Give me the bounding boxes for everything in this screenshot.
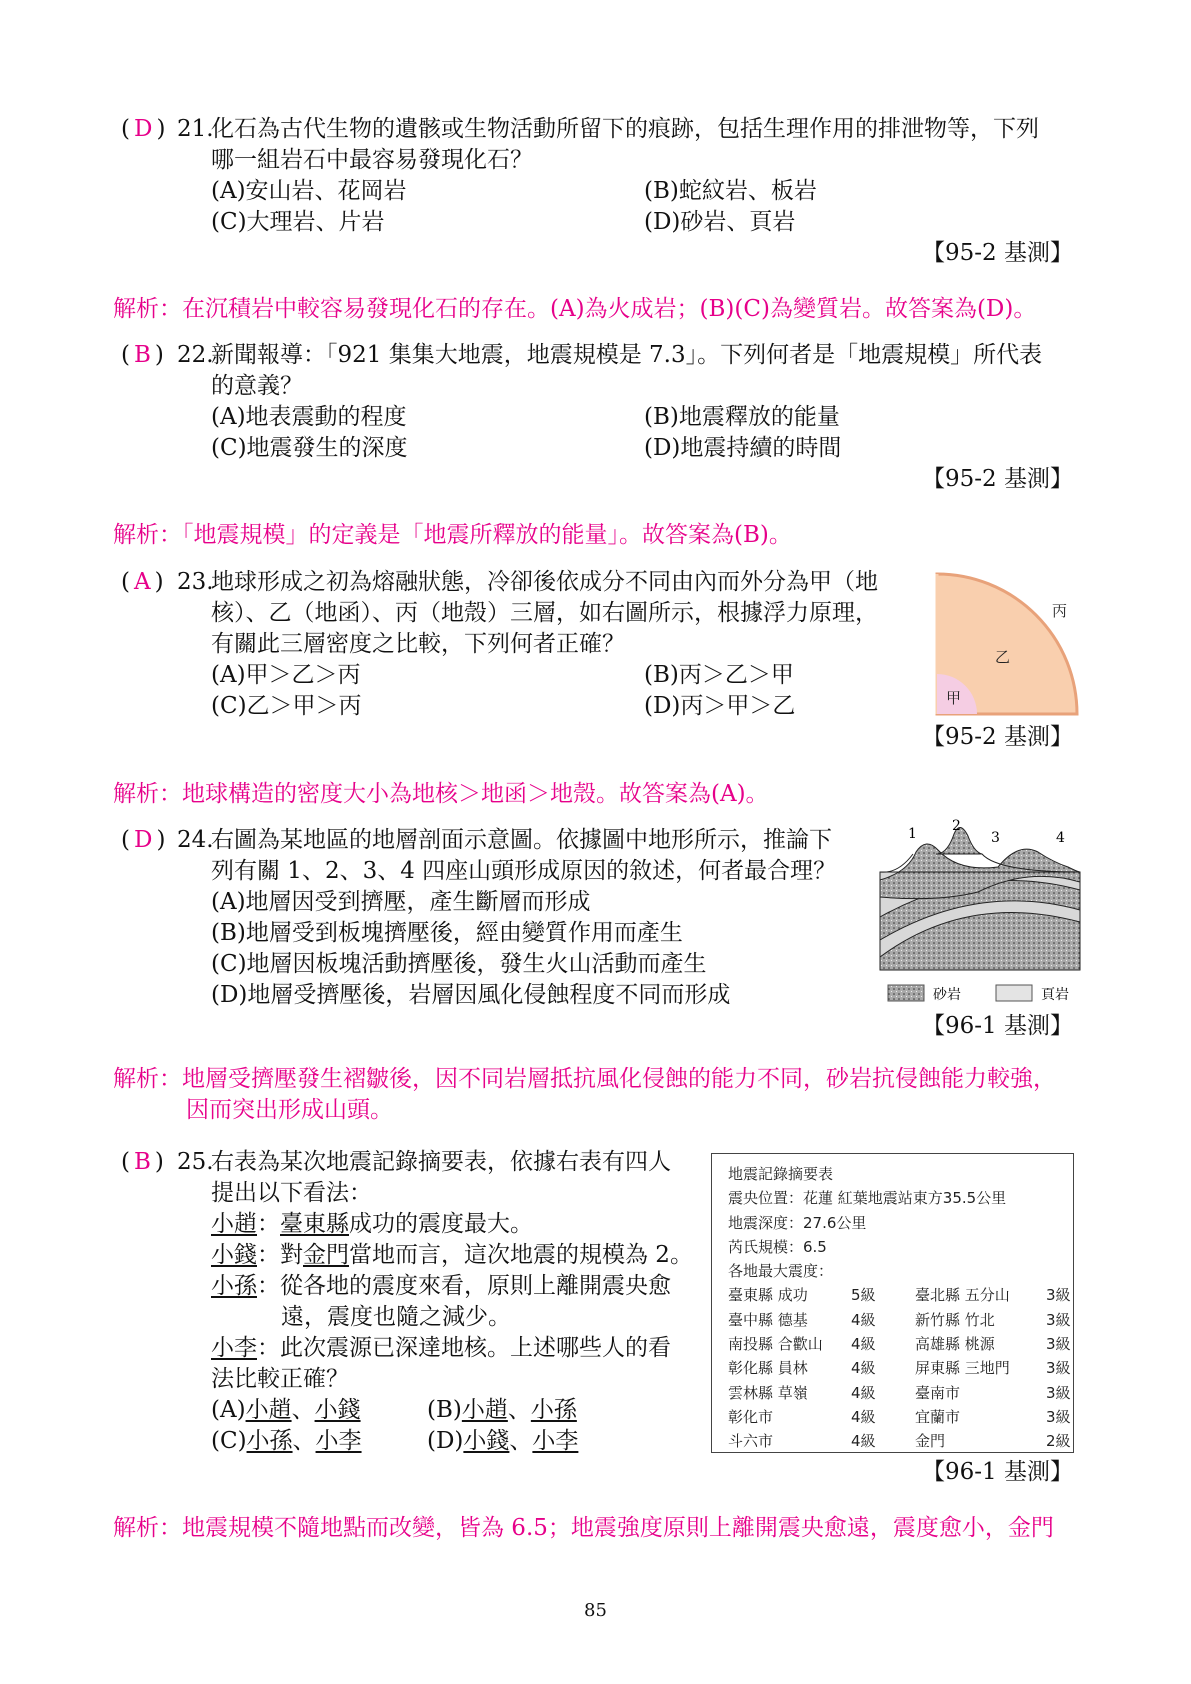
table-cell: 4級 xyxy=(851,1359,876,1378)
option-d: (D)砂岩、頁岩 xyxy=(644,209,796,235)
option-d: (D)地震持續的時間 xyxy=(644,435,842,461)
option-d: (D)小錢、小李 xyxy=(427,1428,579,1454)
table-cell: 3級 xyxy=(1046,1286,1071,1305)
legend-shale: 頁岩 xyxy=(1041,987,1069,1003)
label-mantle: 乙 xyxy=(995,648,1011,666)
table-cell: 新竹縣 竹北 xyxy=(915,1310,995,1329)
source: 【95-2 基測】 xyxy=(922,724,1073,750)
opinion-sun: 小孫：從各地的震度來看，原則上離開震央愈 xyxy=(211,1273,671,1299)
table-cell: 南投縣 合歡山 xyxy=(728,1335,823,1354)
table-title: 地震記錄摘要表 xyxy=(728,1165,834,1183)
option-b: (B)小趙、小孫 xyxy=(427,1397,577,1423)
table-cell: 彰化市 xyxy=(728,1407,774,1426)
question-23: ( A ) 23. 地球形成之初為熔融狀態，冷卻後依成分不同由內而外分為甲（地 核）、乙（地函）、丙（地殼）三層，如右圖所示，根據浮力原理， 有關此三層密度之比較，下列何者正確？ (A)甲＞乙＞丙 (B)丙＞乙＞甲 (C)乙＞甲＞丙 (D)丙＞甲＞乙 【95-2 基測】 xyxy=(0,567,1191,753)
table-cell: 雲林縣 草嶺 xyxy=(728,1383,808,1402)
question-24: ( D ) 24. 右圖為某地區的地層剖面示意圖。依據圖中地形所示，推論下 列有關 1、2、3、4 四座山頭形成原因的敘述，何者最合理？ (A)地層因受到擠壓，產生斷層而形成 (B)地層受到板塊擠壓後，經由變質作用而產生 (C)地層因板塊活動擠壓後，發生火山活動而產生 (D)地層受擠壓後，岩層因風化侵蝕程度不同而形成 【96-1 基測】 xyxy=(0,825,1191,1042)
source: 【96-1 基測】 xyxy=(922,1459,1073,1485)
question-25: ( B ) 25. 右表為某次地震記錄摘要表，依據右表有四人 提出以下看法： 小趙：臺東縣成功的震度最大。 小錢：對金門當地而言，這次地震的規模為 2。 小孫：從各地的震度來看，原則上離開震央愈 遠，震度也隨之減少。 小李：此次震源已深達地核。上述哪些人的看 法比較正確？ (A)小趙、小錢 (B)小趙、小孫 (C)小孫、小李 (D)小錢、小李 【96-1 基測】 xyxy=(0,1147,1191,1488)
table-cell: 屏東縣 三地門 xyxy=(915,1359,1010,1378)
option-b: (B)地震釋放的能量 xyxy=(644,404,840,430)
strata-cross-section-diagram xyxy=(878,818,1084,1010)
table-cell: 4級 xyxy=(851,1310,876,1329)
table-row xyxy=(728,1356,1073,1380)
opinion-li: 小李：此次震源已深達地核。上述哪些人的看 xyxy=(211,1335,671,1361)
table-cell: 4級 xyxy=(851,1407,876,1426)
table-cell: 臺東縣 成功 xyxy=(728,1286,808,1305)
table-row xyxy=(728,1405,1073,1429)
table-cell: 臺北縣 五分山 xyxy=(915,1286,1010,1305)
table-cell: 金門 xyxy=(915,1432,946,1451)
analysis: 解析：地震規模不隨地點而改變，皆為 6.5；地震強度原則上離開震央愈遠，震度愈小，金門 xyxy=(113,1515,1054,1541)
table-cell: 5級 xyxy=(851,1286,876,1305)
table-cell: 3級 xyxy=(1046,1383,1071,1402)
table-cell: 4級 xyxy=(851,1383,876,1402)
analysis: 解析：地球構造的密度大小為地核＞地函＞地殼。故答案為(A)。 xyxy=(113,781,769,807)
source: 【96-1 基測】 xyxy=(922,1013,1073,1039)
option-c: (C)地層因板塊活動擠壓後，發生火山活動而產生 xyxy=(211,951,707,977)
table-row xyxy=(728,1308,1073,1332)
analysis: 解析：地層受擠壓發生褶皺後，因不同岩層抵抗風化侵蝕的能力不同，砂岩抗侵蝕能力較強， 因而突出形成山頭。 xyxy=(113,1066,1056,1123)
legend-sandstone: 砂岩 xyxy=(933,987,961,1003)
option-a: (A)小趙、小錢 xyxy=(211,1397,361,1423)
answer: B xyxy=(133,1149,151,1175)
option-c: (C)乙＞甲＞丙 xyxy=(211,693,362,719)
option-d: (D)丙＞甲＞乙 xyxy=(644,693,796,719)
analysis: 解析：「地震規模」的定義是「地震所釋放的能量」。故答案為(B)。 xyxy=(113,522,792,548)
shale-legend-swatch xyxy=(996,985,1032,1001)
label-crust: 丙 xyxy=(1052,602,1068,620)
earth-layers-diagram xyxy=(935,572,1080,717)
question-21: ( D ) 21. 化石為古代生物的遺骸或生物活動所留下的痕跡，包括生理作用的排泄物等，下列 哪一組岩石中最容易發現化石？ (A)安山岩、花岡岩 (B)蛇紋岩、板岩 (C)大理岩、片岩 (D)砂岩、頁岩 【95-2 基測】 xyxy=(0,114,1191,269)
option-a: (A)地層因受到擠壓，產生斷層而形成 xyxy=(211,889,591,915)
option-a: (A)甲＞乙＞丙 xyxy=(211,662,361,688)
option-b: (B)丙＞乙＞甲 xyxy=(644,662,794,688)
peak-2-label: 2 xyxy=(952,818,961,834)
table-cell: 3級 xyxy=(1046,1407,1071,1426)
answer: D xyxy=(133,116,153,142)
page-number: 85 xyxy=(584,1600,607,1621)
table-cell: 3級 xyxy=(1046,1359,1071,1378)
table-cell: 4級 xyxy=(851,1335,876,1354)
table-cell: 彰化縣 員林 xyxy=(728,1359,808,1378)
opinion-zhao: 小趙：臺東縣成功的震度最大。 xyxy=(211,1211,533,1237)
peak-4-label: 4 xyxy=(1056,830,1065,846)
table-cell: 臺中縣 德基 xyxy=(728,1310,808,1329)
table-row xyxy=(728,1381,1073,1405)
peak-3-label: 3 xyxy=(991,830,1000,846)
table-cell: 宜蘭市 xyxy=(915,1407,961,1426)
option-d: (D)地層受擠壓後，岩層因風化侵蝕程度不同而形成 xyxy=(211,982,731,1008)
source: 【95-2 基測】 xyxy=(922,240,1073,266)
option-c: (C)地震發生的深度 xyxy=(211,435,408,461)
opinion-qian: 小錢：對金門當地而言，這次地震的規模為 2。 xyxy=(211,1242,693,1268)
table-cell: 3級 xyxy=(1046,1310,1071,1329)
table-cell: 4級 xyxy=(851,1432,876,1451)
answer: A xyxy=(133,569,151,595)
table-cell: 2級 xyxy=(1046,1432,1071,1451)
option-a: (A)地表震動的程度 xyxy=(211,404,407,430)
table-cell: 斗六市 xyxy=(728,1432,774,1451)
table-row xyxy=(728,1332,1073,1356)
table-row xyxy=(728,1429,1073,1453)
table-cell: 臺南市 xyxy=(915,1383,961,1402)
table-row xyxy=(728,1283,1073,1307)
label-core: 甲 xyxy=(946,689,962,707)
peak-1-label: 1 xyxy=(908,826,917,842)
sandstone-legend-swatch xyxy=(888,985,924,1001)
source: 【95-2 基測】 xyxy=(922,466,1073,492)
question-22: ( B ) 22. 新聞報導：「921 集集大地震，地震規模是 7.3」。下列何者是「地震規模」所代表 的意義？ (A)地表震動的程度 (B)地震釋放的能量 (C)地震發生的深度 (D)地震持續的時間 【95-2 基測】 xyxy=(0,340,1191,495)
earthquake-record-table: 地震記錄摘要表 震央位置：花蓮 紅葉地震站東方35.5公里 地震深度：27.6公里 芮氏規模：6.5 各地最大震度： 臺東縣 成功 5級 臺北縣 五分山 3級 臺中縣 德基 4級 新竹縣 竹北 3級 南投縣 合歡山 4級 高雄縣 桃源 3級 彰化縣 員林 4級 屏東縣 三地門 3級 雲林縣 草嶺 4級 臺南市 3級 彰化市 4級 宜蘭市 3級 斗六市 4級 金門 2級 xyxy=(711,1153,1074,1453)
option-c: (C)大理岩、片岩 xyxy=(211,209,385,235)
option-b: (B)地層受到板塊擠壓後，經由變質作用而產生 xyxy=(211,920,683,946)
answer: D xyxy=(133,827,153,853)
option-c: (C)小孫、小李 xyxy=(211,1428,362,1454)
table-cell: 3級 xyxy=(1046,1335,1071,1354)
answer: B xyxy=(133,342,151,368)
option-a: (A)安山岩、花岡岩 xyxy=(211,178,407,204)
table-cell: 高雄縣 桃源 xyxy=(915,1335,995,1354)
option-b: (B)蛇紋岩、板岩 xyxy=(644,178,817,204)
analysis: 解析：在沉積岩中較容易發現化石的存在。(A)為火成岩；(B)(C)為變質岩。故答案為(D)。 xyxy=(113,296,1037,322)
